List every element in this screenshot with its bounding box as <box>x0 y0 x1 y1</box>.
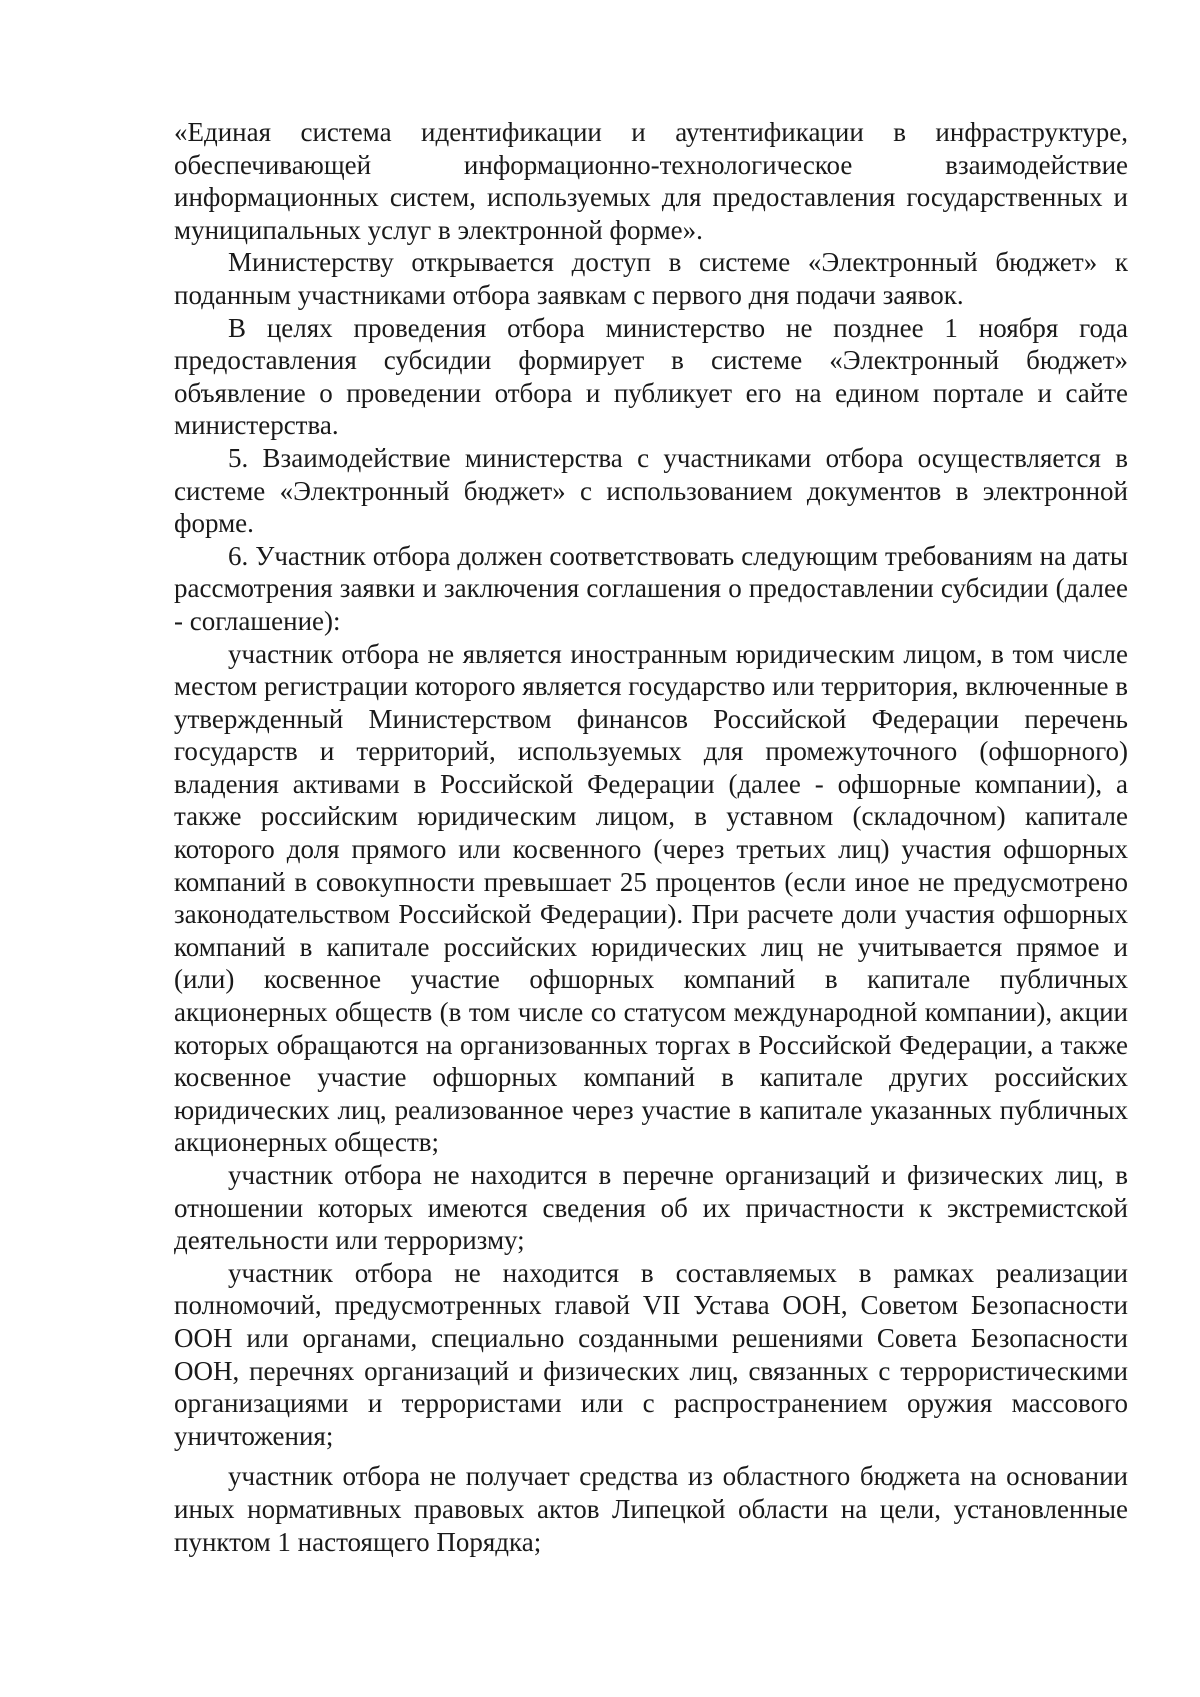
paragraph-requirement-offshore: участник отбора не является иностранным юридическим лицом, в том числе местом регистрации которого является государство или территория, включенные в утвержденный Министерством финансов Российской Федерации перечень государств и территорий, используемых для промежуточного (офшорного) владения активами в Российской Федерации (далее - офшорные компании), а также российским юридическим лицом, в уставном (складочном) капитале которого доля прямого или косвенного (через третьих лиц) участия офшорных компаний в совокупности превышает 25 процентов (если иное не предусмотрено законодательством Российской Федерации). При расчете доли участия офшорных компаний в капитале российских юридических лиц не учитывается прямое и (или) косвенное участие офшорных компаний в капитале публичных акционерных обществ (в том числе со статусом международной компании), акции которых обращаются на организованных торгах в Российской Федерации, а также косвенное участие офшорных компаний в капитале других российских юридических лиц, реализованное через участие в капитале указанных публичных акционерных обществ; <box>174 638 1128 1158</box>
document-page <box>174 116 1128 1558</box>
paragraph-ministry-access: Министерству открывается доступ в системе «Электронный бюджет» к поданным участниками отбора заявкам с первого дня подачи заявок. <box>174 247 1128 310</box>
paragraph-item-5: 5. Взаимодействие министерства с участниками отбора осуществляется в системе «Электронный бюджет» с использованием документов в электронной форме. <box>174 442 1128 539</box>
paragraph-item-6: 6. Участник отбора должен соответствовать следующим требованиям на даты рассмотрения заявки и заключения соглашения о предоставлении субсидии (далее - соглашение): <box>174 540 1128 636</box>
paragraph-esia-continuation: «Единая система идентификации и аутентификации в инфраструктуре, обеспечивающей информационно-технологическое взаимодействие информационных систем, используемых для предоставления государственных и муниципальных услуг в электронной форме». <box>174 117 1128 245</box>
paragraph-requirement-extremism: участник отбора не находится в перечне организаций и физических лиц, в отношении которых имеются сведения об их причастности к экстремистской деятельности или терроризму; <box>174 1160 1128 1256</box>
paragraph-requirement-un-lists: участник отбора не находится в составляемых в рамках реализации полномочий, предусмотренных главой VII Устава ООН, Советом Безопасности ООН или органами, специально созданными решениями Совета Безопасности ООН, перечнях организаций и физических лиц, связанных с террористическими организациями и террористами или с распространением оружия массового уничтожения; <box>174 1257 1128 1451</box>
paragraph-requirement-regional-budget: участник отбора не получает средства из областного бюджета на основании иных нормативных правовых актов Липецкой области на цели, установленные пунктом 1 настоящего Порядка; <box>174 1461 1128 1557</box>
paragraph-selection-announcement: В целях проведения отбора министерство не позднее 1 ноября года предоставления субсидии формирует в системе «Электронный бюджет» объявление о проведении отбора и публикует его на едином портале и сайте министерства. <box>174 312 1128 441</box>
